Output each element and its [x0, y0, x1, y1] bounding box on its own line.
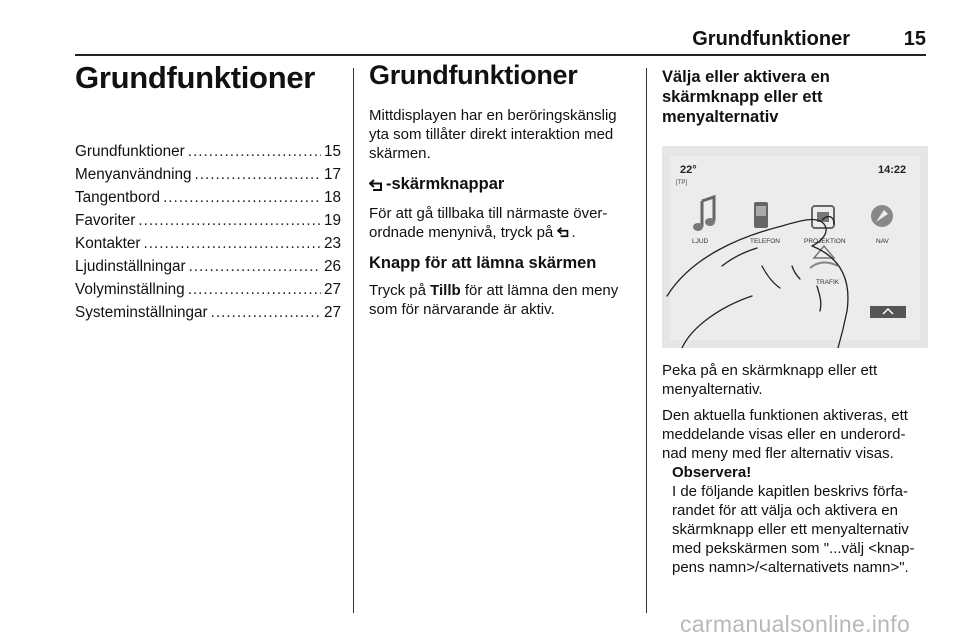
back-arrow-icon [557, 226, 571, 238]
toc-leader-dots [143, 235, 321, 253]
back-text-end: . [571, 224, 576, 241]
back-arrow-icon [369, 178, 385, 192]
toc-leader-dots [138, 212, 321, 230]
page-header [75, 26, 926, 54]
toc-entry-label: Grundfunktioner [75, 143, 185, 160]
toc-entry-label: Menyanvändning [75, 166, 192, 183]
toc-entry[interactable] [75, 166, 341, 189]
toc-leader-dots [211, 304, 321, 322]
screen-temp: 22° [680, 164, 697, 176]
screen-tp: [TP] [676, 180, 688, 186]
app-label-1: TELEFON [750, 238, 780, 245]
toc-entry-label: Systeminställningar [75, 304, 208, 321]
compass-icon [871, 205, 893, 227]
column-divider-1 [353, 68, 354, 613]
header-title: Grundfunktioner [692, 28, 850, 50]
toc-entry[interactable] [75, 281, 341, 304]
select-heading-line-2: skärmknapp eller ett [662, 88, 823, 106]
app-label-2: PROJEKTION [804, 238, 846, 245]
toc-column [75, 60, 341, 327]
app-label-0: LJUD [692, 238, 709, 245]
note-text: I de följande kapitlen beskrivs förfa-randet för att välja och aktivera en skärmknapp eller ett menyalternativ med pekskärmen som "...välj <knap-pens namn>/<alternativets namn>". [672, 483, 915, 576]
toc-entry-label: Ljudinställningar [75, 258, 186, 275]
toc-entry-page: 26 [323, 258, 341, 275]
intro-paragraph: Mittdisplayen har en beröringskänslig yta som tillåter direkt interaktion med skärmen. [369, 107, 617, 162]
note-title: Observera! [672, 464, 752, 481]
header-rule [75, 54, 926, 56]
toc-entry-label: Favoriter [75, 212, 136, 229]
instruction-text [662, 361, 928, 463]
toc-entry-page: 18 [323, 189, 341, 206]
chapter-title: Grundfunktioner [75, 60, 316, 95]
back-paragraph [369, 204, 631, 242]
toc-entry-label: Tangentbord [75, 189, 161, 206]
note-box [672, 463, 930, 577]
toc-leader-dots [163, 189, 321, 207]
toc-entry[interactable] [75, 258, 341, 281]
touchscreen-drawing [662, 146, 928, 348]
watermark: carmanualsonline.info [680, 611, 911, 637]
toc-entry-page: 27 [323, 304, 341, 321]
toc-leader-dots [195, 166, 321, 184]
exit-heading: Knapp för att lämna skärmen [369, 254, 597, 272]
section-column [369, 60, 631, 319]
toc-entry-page: 19 [323, 212, 341, 229]
toc-entry-page: 15 [323, 143, 341, 160]
screen-time: 14:22 [878, 164, 907, 176]
toc-entry[interactable] [75, 189, 341, 212]
toc-entry[interactable] [75, 235, 341, 258]
app-label-4: TRAFIK [816, 279, 840, 286]
touchscreen-illustration [662, 146, 928, 348]
toc-leader-dots [188, 281, 321, 299]
section-title: Grundfunktioner [369, 60, 578, 90]
app-label-3: NAV [876, 238, 889, 245]
toc-entry-page: 17 [323, 166, 341, 183]
toc-entry[interactable] [75, 212, 341, 235]
table-of-contents [75, 143, 341, 327]
instruction-column [662, 67, 928, 127]
select-heading-line-3: menyalternativ [662, 108, 779, 126]
toc-entry-label: Volyminställning [75, 281, 185, 298]
toc-leader-dots [189, 258, 321, 276]
column-divider-2 [646, 68, 647, 613]
back-heading-text: -skärmknappar [386, 175, 505, 193]
back-button-heading [369, 175, 631, 194]
phone-icon [754, 202, 768, 228]
instruction-paragraph-2: Den aktuella funktionen aktiveras, ett meddelande visas eller en underord-nad meny med fler alternativ visas. [662, 407, 908, 462]
tillb-label: Tillb [430, 282, 461, 299]
toc-entry[interactable] [75, 143, 341, 166]
toc-entry-page: 27 [323, 281, 341, 298]
select-heading-line-1: Välja eller aktivera en [662, 68, 830, 86]
toc-entry-page: 23 [323, 235, 341, 252]
page-number: 15 [903, 28, 926, 50]
toc-entry-label: Kontakter [75, 235, 141, 252]
back-text: För att gå tillbaka till närmaste över-ordnade menynivå, tryck på [369, 205, 608, 241]
toc-leader-dots [188, 143, 321, 161]
instruction-paragraph-1: Peka på en skärmknapp eller ett menyalternativ. [662, 362, 878, 398]
toc-entry[interactable] [75, 304, 341, 327]
exit-paragraph: Tryck på Tillb för att lämna den meny som för närvarande är aktiv. [369, 282, 619, 318]
